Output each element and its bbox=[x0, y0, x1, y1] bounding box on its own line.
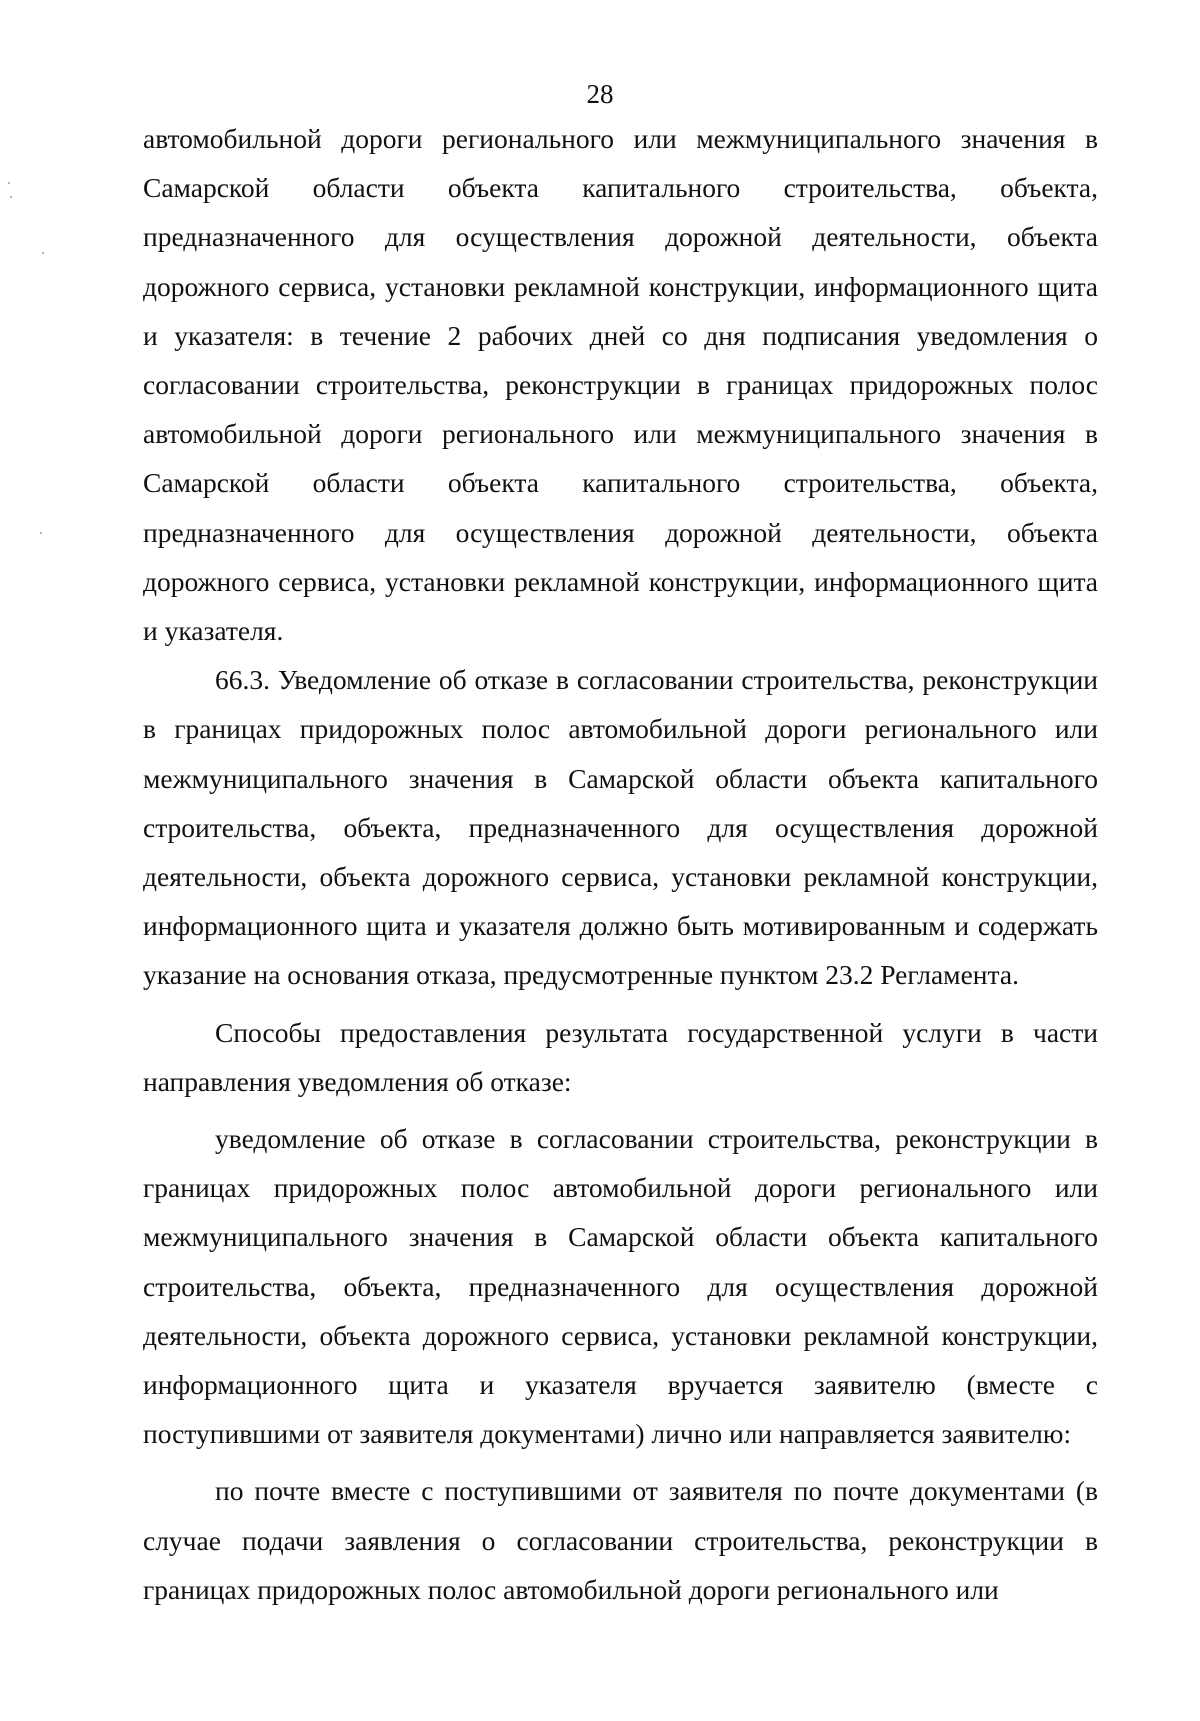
scan-speck bbox=[10, 196, 12, 198]
scan-speck bbox=[42, 252, 44, 254]
scan-speck bbox=[40, 532, 42, 534]
paragraph-66-3: 66.3. Уведомление об отказе в согласовании строительства, реконструкции в границах придорожных полос автомобильной дороги регионального или межмуниципального значения в Самарской области объекта капитального строительства, объекта, предназначенного для осуществления дорожной деятельности, объекта дорожного сервиса, установки рекламной конструкции, информационного щита и указателя должно быть мотивированным и содержать указание на основания отказа, предусмотренные пунктом 23.2 Регламента. bbox=[143, 664, 1098, 991]
document-body bbox=[143, 114, 1098, 1614]
paragraph-continuation: автомобильной дороги регионального или межмуниципального значения в Самарской области объекта капитального строительства, объекта, предназначенного для осуществления дорожной деятельности, объекта дорожного сервиса, установки рекламной конструкции, информационного щита и указателя: в течение 2 рабочих дней со дня подписания уведомления о согласовании строительства, реконструкции в границах придорожных полос автомобильной дороги регионального или межмуниципального значения в Самарской области объекта капитального строительства, объекта, предназначенного для осуществления дорожной деятельности, объекта дорожного сервиса, установки рекламной конструкции, информационного щита и указателя. bbox=[143, 123, 1098, 647]
paragraph-delivery-methods: Способы предоставления результата государственной услуги в части направления уведомления об отказе: bbox=[143, 1016, 1098, 1097]
paragraph-refusal-notice: уведомление об отказе в согласовании строительства, реконструкции в границах придорожных полос автомобильной дороги регионального или межмуниципального значения в Самарской области объекта капитального строительства, объекта, предназначенного для осуществления дорожной деятельности, объекта дорожного сервиса, установки рекламной конструкции, информационного щита и указателя вручается заявителю (вместе с поступившими от заявителя документами) лично или направляется заявителю: bbox=[143, 1123, 1098, 1450]
paragraph-by-mail: по почте вместе с поступившими от заявителя по почте документами (в случае подачи заявления о согласовании строительства, реконструкции в границах придорожных полос автомобильной дороги регионального или bbox=[143, 1475, 1098, 1605]
page-number: 28 bbox=[586, 79, 614, 109]
scan-speck bbox=[8, 182, 10, 184]
